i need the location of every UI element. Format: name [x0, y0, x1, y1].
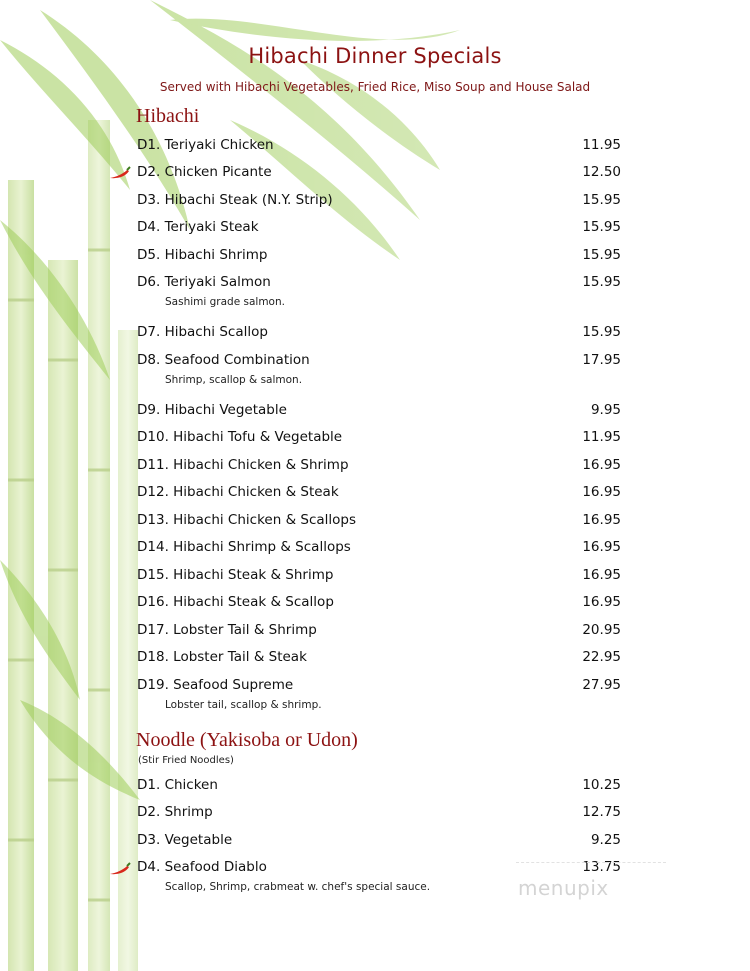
item-price: 15.95: [582, 192, 621, 208]
item-price: 16.95: [582, 457, 621, 473]
item-name: D13. Hibachi Chicken & Scallops: [137, 512, 357, 528]
chili-pepper-icon: [108, 166, 132, 180]
item-price: 12.50: [582, 164, 621, 180]
item-price: 17.95: [582, 352, 621, 368]
item-price: 16.95: [582, 539, 621, 555]
item-price: 16.95: [582, 512, 621, 528]
noodle-note: (Stir Fried Noodles): [138, 755, 234, 766]
item-name: D2. Shrimp: [137, 804, 213, 820]
item-name: D4. Teriyaki Steak: [137, 219, 259, 235]
item-description: Shrimp, scallop & salmon.: [165, 374, 303, 386]
item-name: D1. Chicken: [137, 777, 218, 793]
watermark: menupix: [518, 876, 609, 900]
item-name: D17. Lobster Tail & Shrimp: [137, 622, 317, 638]
item-name: D16. Hibachi Steak & Scallop: [137, 594, 334, 610]
item-price: 10.25: [582, 777, 621, 793]
item-description: Sashimi grade salmon.: [165, 296, 285, 308]
item-name: D5. Hibachi Shrimp: [137, 247, 268, 263]
item-description: Scallop, Shrimp, crabmeat w. chef's special sauce.: [165, 881, 431, 893]
item-name: D11. Hibachi Chicken & Shrimp: [137, 457, 349, 473]
item-name: D14. Hibachi Shrimp & Scallops: [137, 539, 351, 555]
item-name: D8. Seafood Combination: [137, 352, 310, 368]
item-name: D4. Seafood Diablo: [137, 859, 267, 875]
item-name: D9. Hibachi Vegetable: [137, 402, 287, 418]
item-price: 16.95: [582, 484, 621, 500]
item-price: 22.95: [582, 649, 621, 665]
item-name: D12. Hibachi Chicken & Steak: [137, 484, 339, 500]
item-price: 15.95: [582, 219, 621, 235]
item-price: 16.95: [582, 594, 621, 610]
item-price: 15.95: [582, 247, 621, 263]
item-name: D2. Chicken Picante: [137, 164, 272, 180]
item-name: D19. Seafood Supreme: [137, 677, 294, 693]
item-price: 15.95: [582, 274, 621, 290]
hibachi-heading: Hibachi: [136, 105, 200, 127]
item-name: D7. Hibachi Scallop: [137, 324, 268, 340]
item-name: D6. Teriyaki Salmon: [137, 274, 271, 290]
item-price: 11.95: [582, 137, 621, 153]
item-name: D1. Teriyaki Chicken: [137, 137, 274, 153]
noodle-heading: Noodle (Yakisoba or Udon): [136, 729, 358, 751]
item-price: 12.75: [582, 804, 621, 820]
item-price: 16.95: [582, 567, 621, 583]
watermark-divider: [516, 862, 666, 864]
page-subtitle: Served with Hibachi Vegetables, Fried Rice, Miso Soup and House Salad: [159, 80, 591, 94]
item-price: 11.95: [582, 429, 621, 445]
chili-pepper-icon: [108, 862, 132, 876]
item-price: 20.95: [582, 622, 621, 638]
item-name: D3. Vegetable: [137, 832, 233, 848]
item-price: 15.95: [582, 324, 621, 340]
item-name: D3. Hibachi Steak (N.Y. Strip): [137, 192, 333, 208]
item-description: Lobster tail, scallop & shrimp.: [165, 699, 322, 711]
item-price: 13.75: [582, 859, 621, 875]
item-name: D10. Hibachi Tofu & Vegetable: [137, 429, 343, 445]
page-title: Hibachi Dinner Specials: [248, 44, 502, 68]
item-name: D15. Hibachi Steak & Shrimp: [137, 567, 334, 583]
item-name: D18. Lobster Tail & Steak: [137, 649, 307, 665]
item-price: 9.25: [590, 832, 621, 848]
item-price: 9.95: [590, 402, 621, 418]
item-price: 27.95: [582, 677, 621, 693]
